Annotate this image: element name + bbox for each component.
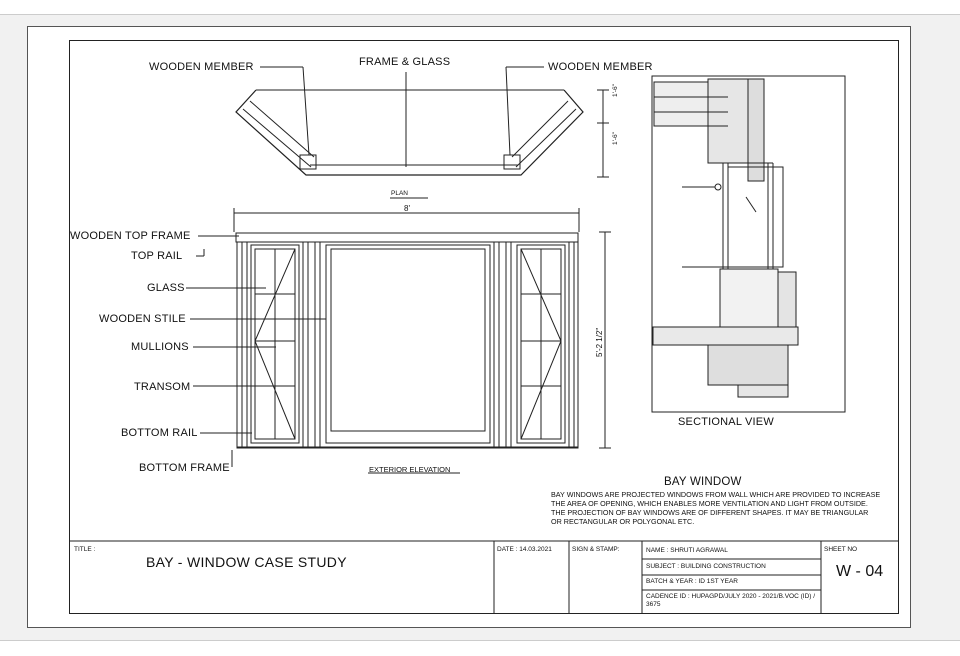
title-name: NAME : SHRUTI AGRAWAL bbox=[646, 547, 728, 554]
plan-dim-top: 1'-6" bbox=[612, 84, 619, 97]
title-label: TITLE : bbox=[74, 546, 96, 553]
label-bottom-frame: BOTTOM FRAME bbox=[139, 462, 230, 474]
label-wooden-stile: WOODEN STILE bbox=[99, 313, 186, 325]
title-batch: BATCH & YEAR : ID 1ST YEAR bbox=[646, 578, 738, 585]
title-sign-stamp: SIGN & STAMP: bbox=[572, 546, 620, 553]
title-sheet-number: W - 04 bbox=[836, 563, 884, 580]
plan-caption: PLAN bbox=[391, 190, 408, 197]
title-cadence: CADENCE ID : HUPAGPD/JULY 2020 - 2021/B.VOC (ID) / 3675 bbox=[646, 593, 816, 609]
drawing-sheet bbox=[27, 26, 911, 628]
drawing-linework bbox=[28, 27, 912, 629]
plan-label-wooden-member-right: WOODEN MEMBER bbox=[548, 61, 653, 73]
viewer-top-bar bbox=[0, 0, 960, 15]
plan-label-frame-glass: FRAME & GLASS bbox=[359, 56, 451, 68]
label-top-rail: TOP RAIL bbox=[131, 250, 183, 262]
elevation-dim-width: 8' bbox=[404, 204, 410, 213]
plan-dim-side: 1'-6" bbox=[612, 132, 619, 145]
section-caption: SECTIONAL VIEW bbox=[678, 416, 774, 428]
sheet-title: BAY - WINDOW CASE STUDY bbox=[146, 554, 347, 570]
title-subject: SUBJECT : BUILDING CONSTRUCTION bbox=[646, 563, 766, 570]
label-transom: TRANSOM bbox=[134, 381, 191, 393]
title-sheet-label: SHEET NO bbox=[824, 546, 858, 553]
elevation-caption: EXTERIOR ELEVATION bbox=[369, 465, 451, 474]
elevation-dim-height: 5'-2 1/2" bbox=[595, 327, 604, 357]
section-drawing bbox=[652, 76, 845, 412]
label-bottom-rail: BOTTOM RAIL bbox=[121, 427, 198, 439]
description-heading: BAY WINDOW bbox=[664, 476, 742, 488]
plan-label-wooden-member-left: WOODEN MEMBER bbox=[149, 61, 254, 73]
label-glass: GLASS bbox=[147, 282, 185, 294]
label-mullions: MULLIONS bbox=[131, 341, 189, 353]
viewer-bottom-bar bbox=[0, 640, 960, 656]
title-date: DATE : 14.03.2021 bbox=[497, 546, 552, 553]
description-body: BAY WINDOWS ARE PROJECTED WINDOWS FROM WALL WHICH ARE PROVIDED TO INCREASE THE AREA OF OPENING, WHICH ENABLES MORE VENTILATION AND LIGHT FROM OUTSIDE. THE PROJECTION OF BAY WINDOWS ARE OF DIFFERENT SHAPES. IT MAY BE TRIANGULAR OR RECTANGULAR OR POLYGONAL ETC. bbox=[551, 490, 881, 526]
label-wooden-top-frame: WOODEN TOP FRAME bbox=[70, 230, 191, 242]
plan-drawing bbox=[236, 67, 609, 198]
elevation-drawing bbox=[186, 208, 611, 473]
